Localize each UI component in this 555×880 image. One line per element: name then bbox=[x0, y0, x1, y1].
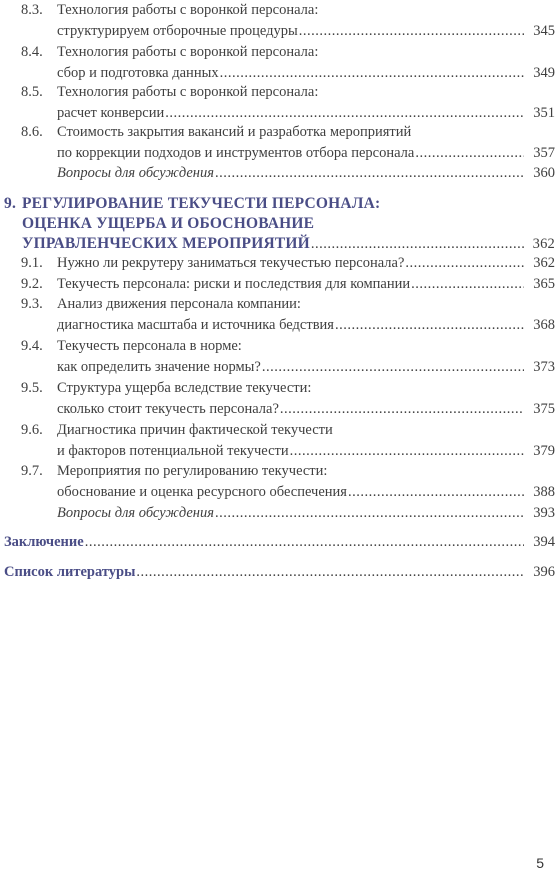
section-title-line2: и факторов потенциальной текучести bbox=[57, 443, 289, 459]
page-number: 357 bbox=[533, 145, 555, 161]
section-title-last-line bbox=[57, 399, 555, 420]
questions-line bbox=[57, 163, 555, 184]
section-title-last-line bbox=[57, 441, 555, 462]
section-number: 9.3. bbox=[21, 296, 43, 312]
section-title-last-line bbox=[57, 253, 555, 274]
leader-dots bbox=[290, 441, 524, 462]
section-title-line1: Текучесть персонала в норме: bbox=[57, 338, 242, 354]
section-title-last-line bbox=[57, 482, 555, 503]
questions-line bbox=[57, 503, 555, 524]
section-number: 8.5. bbox=[21, 84, 43, 100]
leader-dots bbox=[348, 482, 524, 503]
leader-dots bbox=[280, 399, 524, 420]
page-number: 379 bbox=[533, 443, 555, 459]
page-folio-number: 5 bbox=[536, 855, 544, 871]
section-title-line1: Текучесть персонала: риски и последствия для компании bbox=[57, 276, 411, 292]
leader-dots bbox=[335, 315, 524, 336]
section-number: 8.4. bbox=[21, 44, 43, 60]
section-title-line1: Стоимость закрытия вакансий и разработка мероприятий bbox=[57, 124, 412, 140]
page-number: 396 bbox=[533, 564, 555, 580]
leader-dots bbox=[215, 163, 524, 184]
section-title-last-line bbox=[57, 315, 555, 336]
section-number: 8.3. bbox=[21, 2, 43, 18]
section-title-line1: Мероприятия по регулированию текучести: bbox=[57, 463, 328, 479]
leader-dots bbox=[220, 63, 524, 84]
chapter-title-line3: УПРАВЛЕНЧЕСКИХ МЕРОПРИЯТИЙ bbox=[22, 235, 310, 252]
chapter-title-last-line bbox=[22, 233, 555, 255]
section-title-last-line bbox=[57, 63, 555, 84]
leader-dots bbox=[415, 143, 524, 164]
section-number: 9.6. bbox=[21, 422, 43, 438]
section-number: 9.5. bbox=[21, 380, 43, 396]
section-title-line1: Структура ущерба вследствие текучести: bbox=[57, 380, 312, 396]
section-number: 8.6. bbox=[21, 124, 43, 140]
page-number: 362 bbox=[533, 255, 555, 271]
questions-label: Вопросы для обсуждения bbox=[57, 165, 214, 181]
leader-dots bbox=[311, 234, 524, 255]
section-title-line1: Анализ движения персонала компании: bbox=[57, 296, 301, 312]
leader-dots bbox=[299, 21, 524, 42]
section-title-line1: Нужно ли рекрутеру заниматься текучестью персонала? bbox=[57, 255, 405, 271]
chapter-title-line2: ОЦЕНКА УЩЕРБА И ОБОСНОВАНИЕ bbox=[22, 215, 315, 232]
section-title-last-line bbox=[57, 357, 555, 378]
page-number: 365 bbox=[533, 276, 555, 292]
chapter-number: 9. bbox=[4, 195, 17, 212]
section-title-line1: Диагностика причин фактической текучести bbox=[57, 422, 333, 438]
section-title-line2: структурируем отборочные процедуры bbox=[57, 23, 298, 39]
section-number: 9.4. bbox=[21, 338, 43, 354]
leader-dots bbox=[405, 253, 524, 274]
conclusion-label: Заключение bbox=[4, 534, 84, 550]
section-title-last-line bbox=[57, 103, 555, 124]
section-title-line2: диагностика масштаба и источника бедствия bbox=[57, 317, 334, 333]
section-title-line2: как определить значение нормы? bbox=[57, 359, 261, 375]
page-number: 375 bbox=[533, 401, 555, 417]
references-line bbox=[4, 562, 555, 583]
leader-dots bbox=[262, 357, 524, 378]
page-number: 362 bbox=[532, 236, 555, 252]
leader-dots bbox=[215, 503, 524, 524]
leader-dots bbox=[165, 103, 524, 124]
section-number: 9.7. bbox=[21, 463, 43, 479]
section-title-last-line bbox=[57, 274, 555, 295]
section-title-line1: Технология работы с воронкой персонала: bbox=[57, 44, 319, 60]
section-title-last-line bbox=[57, 143, 555, 164]
page-number: 368 bbox=[533, 317, 555, 333]
section-title-last-line bbox=[57, 21, 555, 42]
page-number: 388 bbox=[533, 484, 555, 500]
section-title-line2: обоснование и оценка ресурсного обеспечения bbox=[57, 484, 347, 500]
leader-dots bbox=[85, 532, 524, 553]
conclusion-line bbox=[4, 532, 555, 553]
leader-dots bbox=[136, 562, 524, 583]
section-title-line1: Технология работы с воронкой персонала: bbox=[57, 2, 319, 18]
section-number: 9.1. bbox=[21, 255, 43, 271]
section-title-line1: Технология работы с воронкой персонала: bbox=[57, 84, 319, 100]
page-number: 351 bbox=[533, 105, 555, 121]
leader-dots bbox=[411, 274, 524, 295]
section-title-line2: сбор и подготовка данных bbox=[57, 65, 219, 81]
section-title-line2: расчет конверсии bbox=[57, 105, 165, 121]
section-title-line2: сколько стоит текучесть персонала? bbox=[57, 401, 279, 417]
section-title-line2: по коррекции подходов и инструментов отбора персонала bbox=[57, 145, 415, 161]
page-number: 349 bbox=[533, 65, 555, 81]
section-number: 9.2. bbox=[21, 276, 43, 292]
page-number: 393 bbox=[533, 505, 555, 521]
page-number: 360 bbox=[533, 165, 555, 181]
page-number: 345 bbox=[533, 23, 555, 39]
page-number: 373 bbox=[533, 359, 555, 375]
references-label: Список литературы bbox=[4, 564, 136, 580]
chapter-title-line1: РЕГУЛИРОВАНИЕ ТЕКУЧЕСТИ ПЕРСОНАЛА: bbox=[22, 195, 381, 212]
page-number: 394 bbox=[533, 534, 555, 550]
questions-label: Вопросы для обсуждения bbox=[57, 505, 214, 521]
